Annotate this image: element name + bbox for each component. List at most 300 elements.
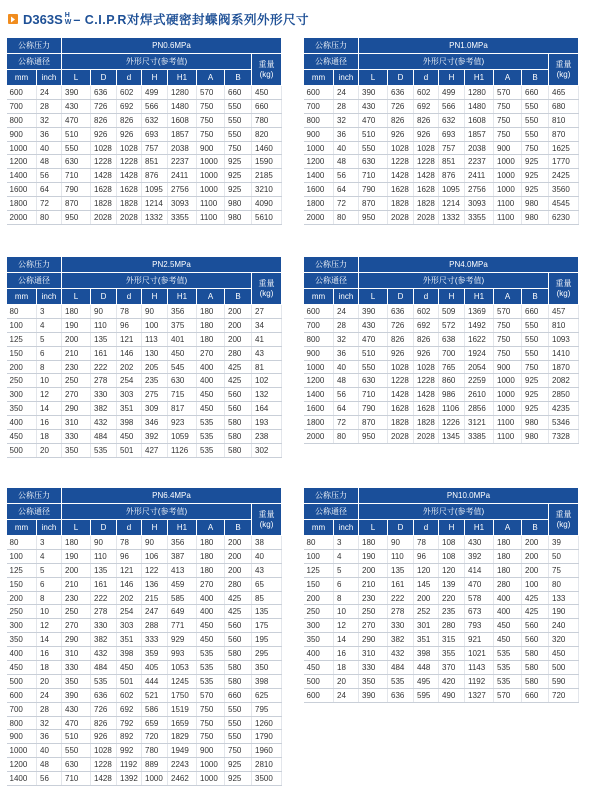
table-cell: 780 <box>142 744 168 758</box>
table-cell: 78 <box>414 536 439 550</box>
table-cell: 78 <box>117 305 142 319</box>
table-cell: 750 <box>197 730 225 744</box>
table-cell: 550 <box>225 99 252 113</box>
table-cell: 390 <box>359 688 388 702</box>
pressure-value: PN4.0MPa <box>359 257 579 273</box>
table-cell: 925 <box>522 374 549 388</box>
table-cell: 757 <box>142 141 168 155</box>
table-cell: 24 <box>334 305 359 319</box>
table-cell: 3121 <box>465 416 494 430</box>
table-cell: 790 <box>359 183 388 197</box>
table-cell: 20 <box>37 443 62 457</box>
table-cell: 108 <box>439 549 465 563</box>
table-cell: 636 <box>91 688 117 702</box>
table-cell: 400 <box>197 374 225 388</box>
table-cell: 12 <box>334 619 359 633</box>
pressure-label: 公称压力 <box>304 488 359 504</box>
table-cell: 1192 <box>465 674 494 688</box>
table-cell: 250 <box>7 605 37 619</box>
table-cell: 560 <box>225 619 252 633</box>
table-cell: 1028 <box>388 141 414 155</box>
table-row <box>304 674 579 688</box>
table-cell: 250 <box>359 605 388 619</box>
table-cell: 1126 <box>168 443 197 457</box>
table-cell: 700 <box>304 318 334 332</box>
table-cell: 509 <box>439 305 465 319</box>
table-row <box>7 360 282 374</box>
table-cell: 420 <box>439 674 465 688</box>
table-cell: 950 <box>359 211 388 225</box>
weight-label <box>252 54 282 86</box>
table-cell: 660 <box>225 688 252 702</box>
table-cell: 450 <box>7 430 37 444</box>
table-cell: 1100 <box>494 197 522 211</box>
table-cell: 499 <box>439 86 465 100</box>
table-cell: 14 <box>37 402 62 416</box>
model-suffix: H W <box>64 12 72 26</box>
table-cell: 220 <box>439 591 465 605</box>
table-cell: 925 <box>225 155 252 169</box>
table-cell: 826 <box>91 113 117 127</box>
table-row <box>7 197 282 211</box>
column-header: H1 <box>465 520 494 536</box>
table-cell: 600 <box>304 688 334 702</box>
table-row <box>304 416 579 430</box>
table-cell: 278 <box>388 605 414 619</box>
table-row <box>304 688 579 702</box>
table-cell: 660 <box>252 99 282 113</box>
table-cell: 24 <box>37 688 62 702</box>
table-cell: 270 <box>359 619 388 633</box>
table-row <box>7 730 282 744</box>
table-cell: 925 <box>225 758 252 772</box>
table-cell: 200 <box>225 332 252 346</box>
table-cell: 3 <box>334 536 359 550</box>
table-cell: 1000 <box>494 388 522 402</box>
table-row <box>304 169 579 183</box>
table-cell: 500 <box>7 443 37 457</box>
table-cell: 425 <box>225 360 252 374</box>
table-cell: 757 <box>439 141 465 155</box>
table-row <box>7 374 282 388</box>
table-cell: 750 <box>197 113 225 127</box>
table-cell: 501 <box>117 443 142 457</box>
table-cell: 1000 <box>494 402 522 416</box>
table-cell: 5610 <box>252 211 282 225</box>
table-cell: 96 <box>117 549 142 563</box>
table-cell: 550 <box>225 716 252 730</box>
table-cell: 535 <box>197 443 225 457</box>
table-cell: 90 <box>91 305 117 319</box>
table-cell: 925 <box>522 169 549 183</box>
table-cell: 425 <box>225 605 252 619</box>
table-cell: 200 <box>522 536 549 550</box>
table-cell: 1828 <box>117 197 142 211</box>
table-cell: 32 <box>37 113 62 127</box>
table-cell: 870 <box>359 197 388 211</box>
table-cell: 560 <box>225 633 252 647</box>
table-cell: 1828 <box>91 197 117 211</box>
table-cell: 926 <box>414 127 439 141</box>
table-cell: 1870 <box>549 360 579 374</box>
table-row <box>7 563 282 577</box>
table-cell: 1260 <box>252 716 282 730</box>
table-cell: 700 <box>7 99 37 113</box>
table-cell: 4545 <box>549 197 579 211</box>
table-cell: 48 <box>334 155 359 169</box>
table-cell: 470 <box>359 113 388 127</box>
table-cell: 680 <box>549 99 579 113</box>
table-cell: 923 <box>168 416 197 430</box>
table-cell: 10 <box>37 605 62 619</box>
table-cell: 2425 <box>549 169 579 183</box>
table-cell: 450 <box>197 388 225 402</box>
table-cell: 190 <box>62 549 91 563</box>
table-cell: 826 <box>414 113 439 127</box>
table-cell: 2411 <box>168 169 197 183</box>
table-cell: 450 <box>117 661 142 675</box>
table-cell: 8 <box>334 591 359 605</box>
table-cell: 432 <box>388 647 414 661</box>
table-row <box>7 619 282 633</box>
table-cell: 430 <box>62 702 91 716</box>
table-cell: 5 <box>334 563 359 577</box>
table-cell: 580 <box>225 416 252 430</box>
table-cell: 310 <box>62 416 91 430</box>
table-cell: 414 <box>465 563 494 577</box>
table-cell: 501 <box>117 674 142 688</box>
column-header: D <box>91 520 117 536</box>
table-cell: 275 <box>142 388 168 402</box>
table-cell: 38 <box>252 536 282 550</box>
table-cell: 602 <box>117 86 142 100</box>
table-cell: 96 <box>414 549 439 563</box>
table-cell: 80 <box>37 211 62 225</box>
table-cell: 535 <box>91 674 117 688</box>
table-cell: 2054 <box>465 360 494 374</box>
arrow-icon <box>8 14 18 24</box>
table-cell: 40 <box>334 141 359 155</box>
table-cell: 1428 <box>414 169 439 183</box>
table-cell: 750 <box>197 716 225 730</box>
table-row <box>7 388 282 402</box>
column-header: d <box>414 289 439 305</box>
table-row <box>304 388 579 402</box>
pressure-label: 公称压力 <box>7 38 62 54</box>
table-cell: 580 <box>225 647 252 661</box>
table-cell: 585 <box>168 591 197 605</box>
table-cell: 1093 <box>549 332 579 346</box>
table-cell: 125 <box>7 563 37 577</box>
table-cell: 450 <box>197 402 225 416</box>
table-cell: 180 <box>197 332 225 346</box>
table-cell: 247 <box>142 605 168 619</box>
table-cell: 550 <box>225 730 252 744</box>
table-cell: 660 <box>522 305 549 319</box>
table-cell: 450 <box>197 619 225 633</box>
table-cell: 382 <box>388 633 414 647</box>
table-cell: 600 <box>304 86 334 100</box>
table-cell: 535 <box>197 416 225 430</box>
table-cell: 826 <box>414 332 439 346</box>
dimensions-label: 外形尺寸(参考值) <box>359 273 549 289</box>
table-cell: 1100 <box>197 197 225 211</box>
table-cell: 550 <box>522 318 549 332</box>
table-row <box>7 772 282 786</box>
table-cell: 660 <box>522 86 549 100</box>
table-row <box>304 86 579 100</box>
table-row <box>304 211 579 225</box>
table-cell: 190 <box>549 605 579 619</box>
table-cell: 330 <box>388 619 414 633</box>
table-cell: 34 <box>252 318 282 332</box>
table-cell: 133 <box>549 591 579 605</box>
table-cell: 96 <box>117 318 142 332</box>
table-cell: 72 <box>334 197 359 211</box>
column-header: B <box>225 520 252 536</box>
table-cell: 43 <box>252 563 282 577</box>
table-cell: 795 <box>252 702 282 716</box>
table-cell: 750 <box>494 127 522 141</box>
table-cell: 200 <box>225 318 252 332</box>
table-cell: 205 <box>142 360 168 374</box>
table-cell: 18 <box>37 661 62 675</box>
table-cell: 2243 <box>168 758 197 772</box>
table-cell: 692 <box>117 99 142 113</box>
table-cell: 6230 <box>549 211 579 225</box>
table-cell: 580 <box>225 430 252 444</box>
table-cell: 425 <box>225 591 252 605</box>
table-cell: 1345 <box>439 430 465 444</box>
table-cell: 1600 <box>304 183 334 197</box>
weight-label <box>252 504 282 536</box>
table-cell: 18 <box>37 430 62 444</box>
table-cell: 270 <box>197 577 225 591</box>
table-cell: 1332 <box>142 211 168 225</box>
table-cell: 90 <box>142 536 168 550</box>
table-cell: 330 <box>359 661 388 675</box>
table-cell: 693 <box>439 127 465 141</box>
table-cell: 280 <box>225 346 252 360</box>
table-cell: 356 <box>168 536 197 550</box>
table-cell: 900 <box>7 730 37 744</box>
table-cell: 290 <box>62 633 91 647</box>
table-cell: 180 <box>197 549 225 563</box>
table-cell: 240 <box>549 619 579 633</box>
table-cell: 660 <box>522 688 549 702</box>
table-cell: 1628 <box>388 402 414 416</box>
table-cell: 5346 <box>549 416 579 430</box>
unit-inch: inch <box>334 70 359 86</box>
unit-mm: mm <box>304 289 334 305</box>
table-cell: 2185 <box>252 169 282 183</box>
column-header: D <box>91 289 117 305</box>
table-cell: 1000 <box>304 141 334 155</box>
table-row <box>304 563 579 577</box>
table-cell: 1000 <box>197 169 225 183</box>
table-cell: 876 <box>439 169 465 183</box>
table-row <box>7 169 282 183</box>
weight-unit: (kg) <box>556 288 571 298</box>
table-row <box>304 127 579 141</box>
column-header: H <box>142 70 168 86</box>
table-cell: 400 <box>197 591 225 605</box>
table-cell: 550 <box>522 346 549 360</box>
table-cell: 390 <box>359 86 388 100</box>
table-row <box>7 744 282 758</box>
table-cell: 230 <box>62 591 91 605</box>
table-cell: 24 <box>334 688 359 702</box>
table-cell: 310 <box>62 647 91 661</box>
table-cell: 580 <box>522 661 549 675</box>
table-cell: 100 <box>304 549 334 563</box>
column-header: B <box>225 289 252 305</box>
table-cell: 80 <box>334 430 359 444</box>
table-cell: 210 <box>359 577 388 591</box>
table-cell: 6 <box>37 577 62 591</box>
table-cell: 150 <box>7 346 37 360</box>
table-cell: 851 <box>439 155 465 169</box>
table-cell: 90 <box>142 305 168 319</box>
table-cell: 1659 <box>168 716 197 730</box>
table-cell: 2237 <box>465 155 494 169</box>
table-cell: 16 <box>37 647 62 661</box>
table-cell: 630 <box>168 374 197 388</box>
table-cell: 2028 <box>414 211 439 225</box>
table-cell: 870 <box>359 416 388 430</box>
table-cell: 926 <box>388 127 414 141</box>
series-title: – C.I.P.R对焊式硬密封蝶阀系列外形尺寸 <box>73 13 309 27</box>
table-cell: 10 <box>37 374 62 388</box>
table-row <box>7 402 282 416</box>
table-cell: 356 <box>168 305 197 319</box>
table-cell: 72 <box>334 416 359 430</box>
table-row <box>7 549 282 563</box>
table-cell: 3560 <box>549 183 579 197</box>
table-cell: 993 <box>168 647 197 661</box>
table-cell: 1828 <box>388 416 414 430</box>
unit-inch: inch <box>37 289 62 305</box>
table-cell: 300 <box>7 619 37 633</box>
table-cell: 1200 <box>7 155 37 169</box>
table-cell: 2462 <box>168 772 197 786</box>
table-cell: 81 <box>252 360 282 374</box>
column-header: B <box>522 70 549 86</box>
table-cell: 80 <box>7 305 37 319</box>
table-cell: 310 <box>359 647 388 661</box>
table-cell: 50 <box>549 549 579 563</box>
table-cell: 1828 <box>414 416 439 430</box>
table-cell: 1028 <box>91 744 117 758</box>
table-cell: 309 <box>142 402 168 416</box>
column-header: A <box>494 520 522 536</box>
table-cell: 632 <box>439 113 465 127</box>
weight-label <box>252 273 282 305</box>
table-cell: 398 <box>117 647 142 661</box>
table-cell: 40 <box>252 549 282 563</box>
table-cell: 303 <box>117 388 142 402</box>
table-cell: 535 <box>388 674 414 688</box>
table-cell: 980 <box>522 197 549 211</box>
table-cell: 692 <box>414 99 439 113</box>
table-cell: 980 <box>522 416 549 430</box>
table-cell: 2850 <box>549 388 579 402</box>
table-cell: 4 <box>37 549 62 563</box>
table-cell: 39 <box>549 536 579 550</box>
table-cell: 2028 <box>117 211 142 225</box>
table-cell: 550 <box>225 702 252 716</box>
table-cell: 450 <box>7 661 37 675</box>
table-cell: 16 <box>334 647 359 661</box>
table-cell: 288 <box>142 619 168 633</box>
table-cell: 64 <box>37 183 62 197</box>
table-cell: 4 <box>334 549 359 563</box>
table-cell: 425 <box>225 374 252 388</box>
table-row <box>7 183 282 197</box>
table-cell: 925 <box>522 402 549 416</box>
table-cell: 636 <box>388 688 414 702</box>
table-cell: 200 <box>225 536 252 550</box>
table-cell: 215 <box>142 591 168 605</box>
table-cell: 1857 <box>465 127 494 141</box>
unit-inch: inch <box>334 520 359 536</box>
table-cell: 135 <box>91 563 117 577</box>
table-cell: 1800 <box>304 197 334 211</box>
table-cell: 1770 <box>549 155 579 169</box>
unit-mm: mm <box>7 520 37 536</box>
table-cell: 1021 <box>465 647 494 661</box>
table-cell: 1492 <box>465 318 494 332</box>
table-cell: 870 <box>62 197 91 211</box>
table-cell: 1628 <box>414 402 439 416</box>
table-cell: 1028 <box>91 141 117 155</box>
table-cell: 535 <box>91 443 117 457</box>
table-cell: 200 <box>7 360 37 374</box>
table-cell: 826 <box>91 716 117 730</box>
dimensions-label: 外形尺寸(参考值) <box>359 504 549 520</box>
table-cell: 980 <box>225 197 252 211</box>
table-cell: 510 <box>359 127 388 141</box>
pressure-label: 公称压力 <box>7 488 62 504</box>
table-cell: 2028 <box>388 211 414 225</box>
table-cell: 750 <box>494 332 522 346</box>
table-cell: 27 <box>252 305 282 319</box>
table-cell: 5 <box>37 563 62 577</box>
table-cell: 1000 <box>304 360 334 374</box>
table-cell: 132 <box>252 388 282 402</box>
table-cell: 1829 <box>168 730 197 744</box>
table-cell: 450 <box>168 346 197 360</box>
table-cell: 320 <box>549 633 579 647</box>
table-cell: 1332 <box>439 211 465 225</box>
table-cell: 986 <box>439 388 465 402</box>
table-cell: 1600 <box>304 402 334 416</box>
table-cell: 330 <box>91 388 117 402</box>
table-cell: 200 <box>62 332 91 346</box>
table-cell: 580 <box>225 674 252 688</box>
table-cell: 876 <box>142 169 168 183</box>
table-cell: 1428 <box>414 388 439 402</box>
table-cell: 2259 <box>465 374 494 388</box>
table-row <box>7 127 282 141</box>
table-cell: 550 <box>225 127 252 141</box>
table-cell: 180 <box>494 549 522 563</box>
table-cell: 580 <box>522 647 549 661</box>
column-header: d <box>117 520 142 536</box>
table-cell: 444 <box>142 674 168 688</box>
table-cell: 595 <box>414 688 439 702</box>
table-row <box>304 332 579 346</box>
